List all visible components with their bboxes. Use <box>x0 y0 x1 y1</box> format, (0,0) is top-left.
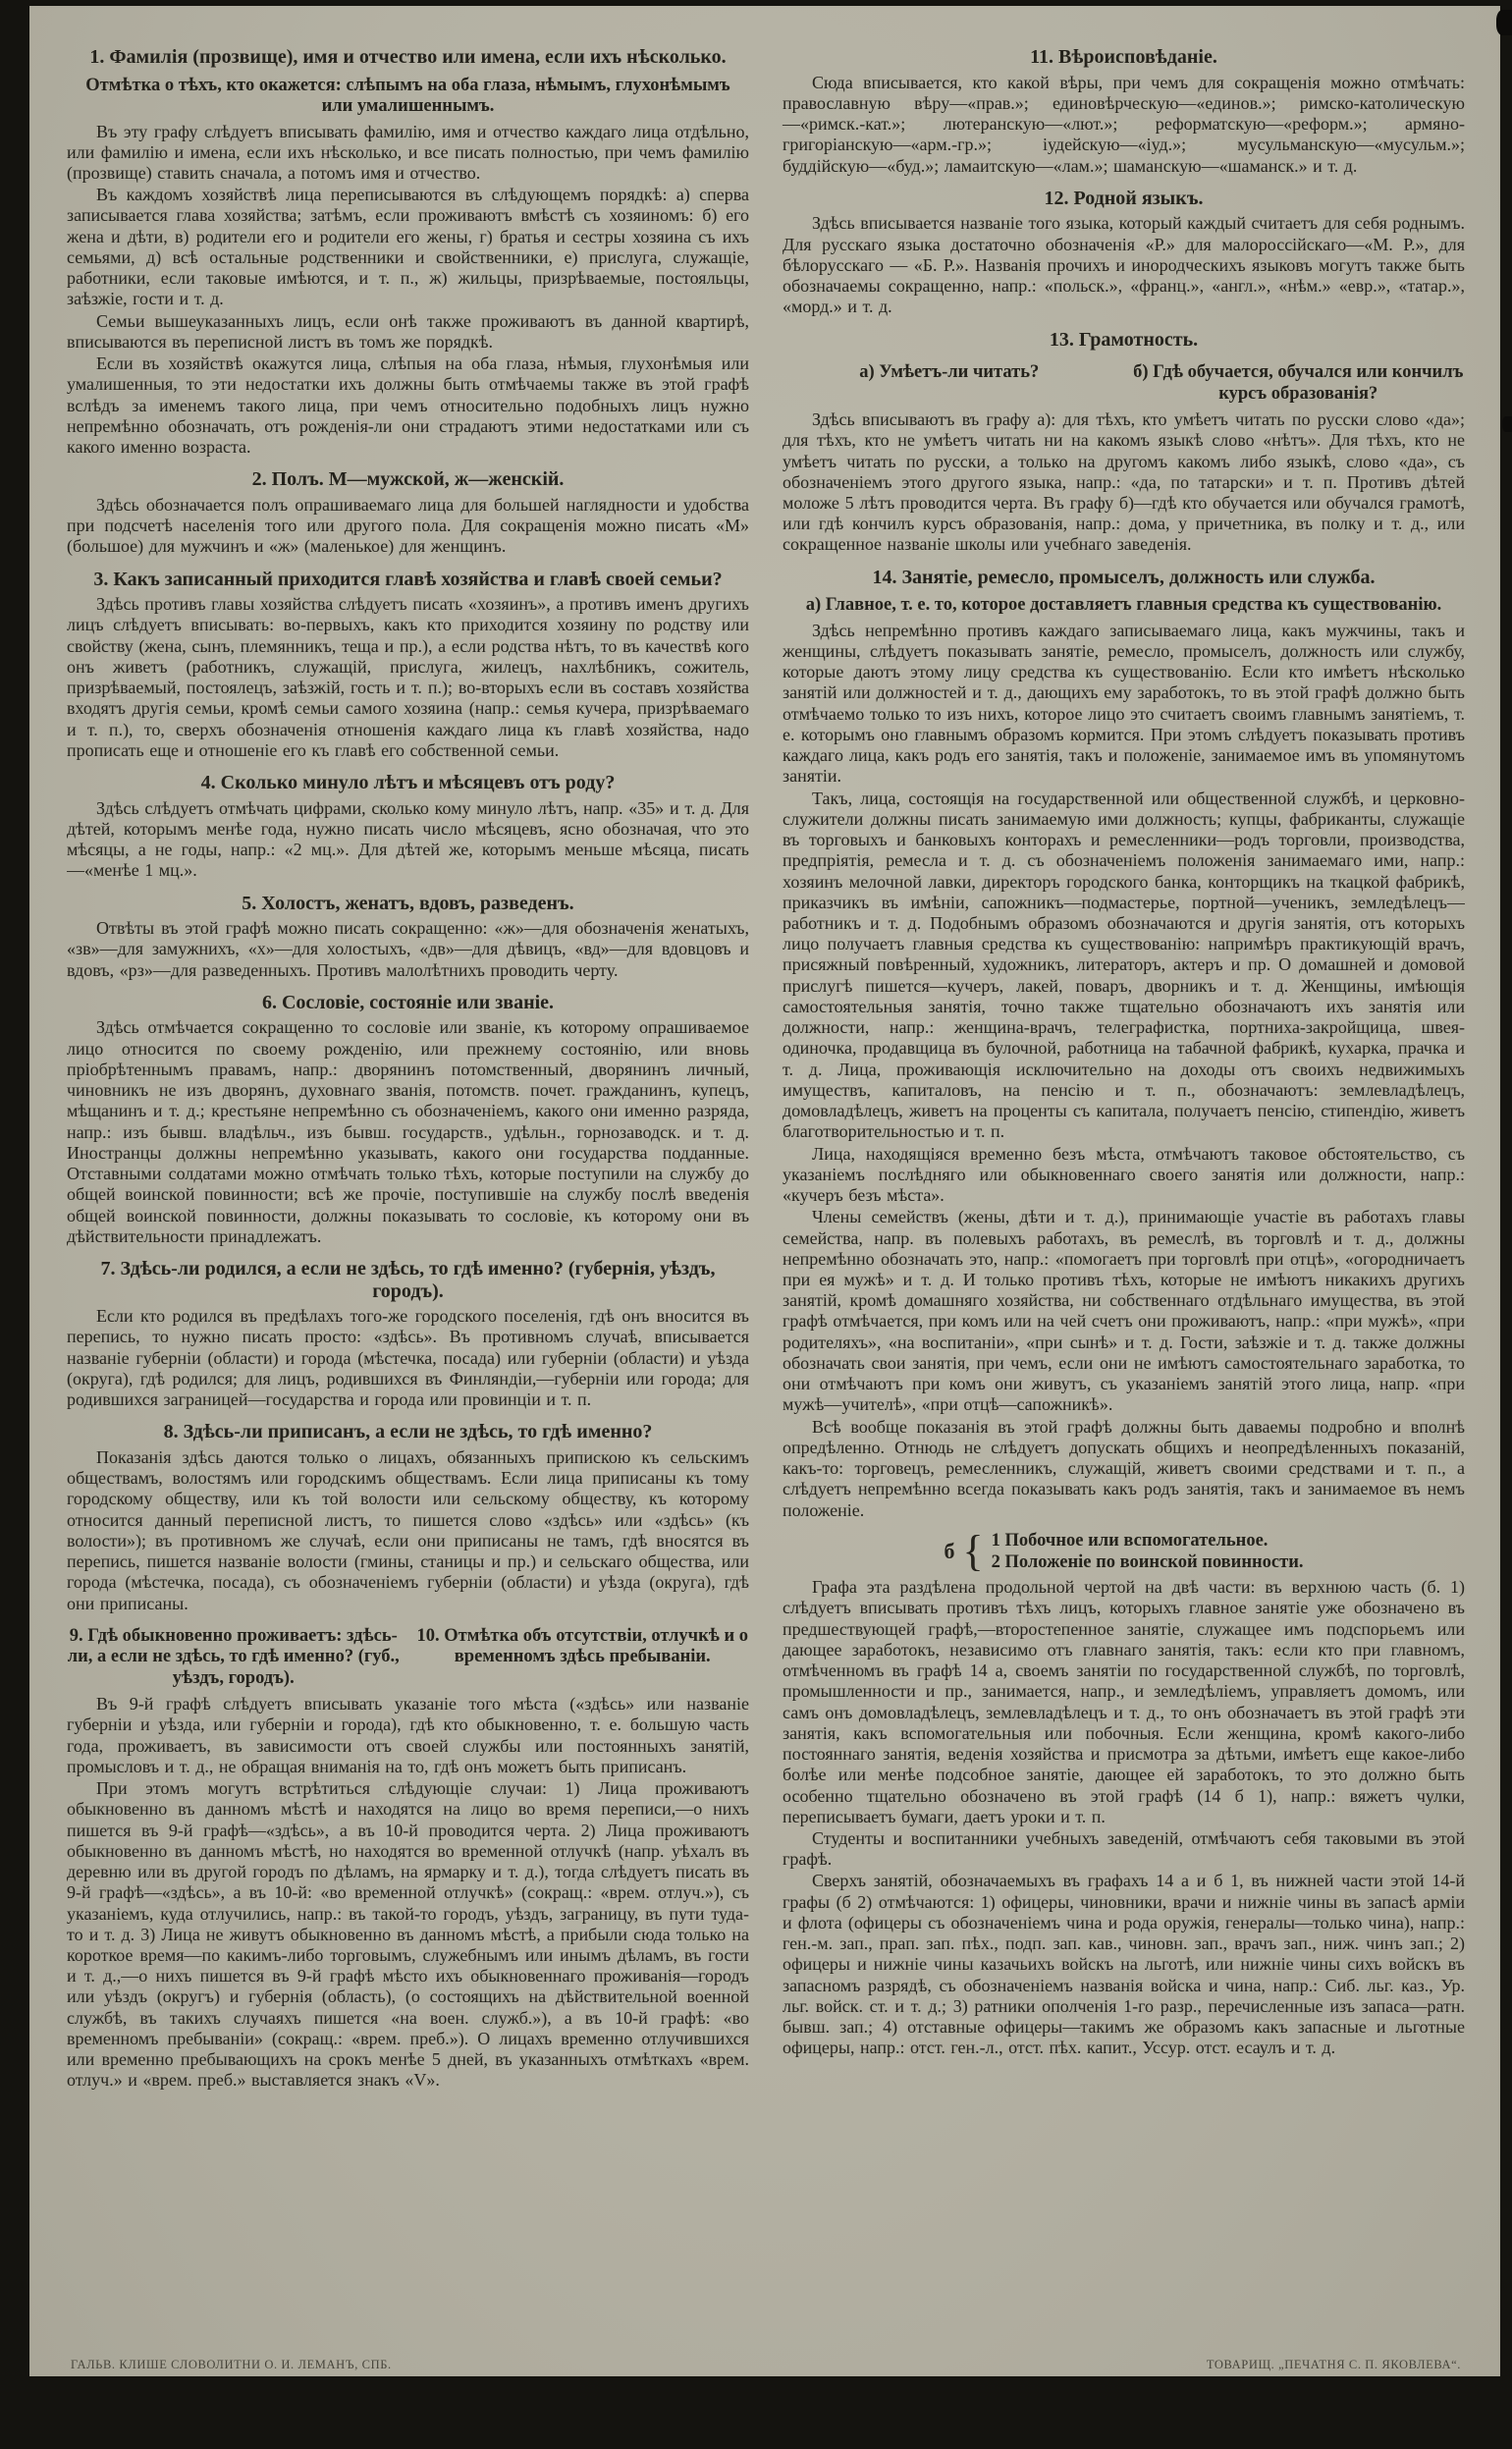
brace-heading <box>783 1527 1465 1576</box>
paragraph: Сверхъ занятій, обозначаемыхъ въ графахъ 14 а и б 1, въ нижней части этой 14-й графы (б 2) отмѣчаются: 1) офицеры, чиновники, врачи и нижніе чины въ запасѣ арміи и флота (офицеры съ обозначеніемъ чина и рода оружія, генералы—только чина), напр.: ген.-м. зап., прап. зап. пѣх., подп. зап. кав., чиновн. зап., врачъ зап., ниж. чинъ зап.; 2) офицеры и нижніе чины казачьихъ войскъ на льготѣ, или нижніе чины сихъ войскъ въ запасномъ разрядѣ, съ обозначеніемъ названія войска и чина, напр.: Сиб. льг. каз., Ур. льг. войск. ст. и т. д.; 3) ратники ополченія 1-го разр., перечисленные изъ запаса—ратн. бывш. зап.; 4) отставные офицеры—такимъ же образомъ какъ запасные и льготные офицеры, напр.: отст. ген.-л., отст. пѣх. капит., Уссур. отст. есаулъ и т. д. <box>783 1871 1465 2058</box>
brace-lines <box>992 1530 1304 1573</box>
right-column <box>783 35 1465 2284</box>
paragraph: Здѣсь отмѣчается сокращенно то сословіе или званіе, къ которому опрашиваемое лицо относится по своему рожденію, или прежнему состоянію, или вновь пріобрѣтеннымъ правамъ, напр.: дворянинъ потомственный, дворянинъ личный, чиновникъ не изъ дворянъ, духовнаго званія, потомств. почет. гражданинъ, купецъ, мѣщанинъ и т. д.; крестьяне непремѣнно съ обозначеніемъ, какого они именно разряда, напр.: изъ бывш. владѣльч., изъ бывш. государств., удѣльн., горнозаводск. и т. д. Иностранцы должны непремѣнно указывать, какого они государства подданные. Отставными солдатами можно отмѣчать только тѣхъ, которые поступили на службу до общей воинской повинности; всѣ же прочіе, поступившіе на службу послѣ введенія общей воинской повинности, должны показывать то сословіе, къ которому они въ дѣйствительности принадлежатъ. <box>67 1017 749 1246</box>
section-heading: 3. Какъ записанный приходится главѣ хозяйства и главѣ своей семьи? <box>93 568 723 590</box>
section-heading: 12. Родной языкъ. <box>1044 187 1204 209</box>
imprint-footer <box>71 2358 1461 2372</box>
brace-line: 1 Побочное или вспомогательное. <box>991 1530 1269 1551</box>
paragraph: Здѣсь непремѣнно противъ каждаго записываемаго лица, какъ мужчины, такъ и женщины, слѣдуетъ показывать занятіе, ремесло, промыселъ, должность или службу, которые даютъ этому лицу средства къ существованію. Если кто имѣетъ нѣсколько занятій или должностей и т. д., дающихъ ему заработокъ, то въ этой графѣ должно быть отмѣчаемо только то изъ нихъ, которое лицо это считаетъ своимъ главнымъ занятіемъ, т. е. которымъ оно главнымъ образомъ кормится. При этомъ слѣдуетъ показывать противъ каждаго лица, какъ родъ его занятія, такъ и положеніе, занимаемое имъ въ упомянутомъ занятіи. <box>783 620 1465 787</box>
paragraph: Сюда вписывается, кто какой вѣры, при чемъ для сокращенія можно отмѣчать: православную вѣру—«прав.»; единовѣрческую—«единов.»; римско-католическую—«римск.-кат.»; лютеранскую—«лют.»; реформатскую—«реформ.»; армяно-григоріанскую—«арм.-гр.»; іудейскую—«іуд.»; мусульманскую—«мусульм.»; буддійскую—«буд.»; ламаитскую—«лам.»; шаманскую—«шаманск.» и т. д. <box>783 72 1465 176</box>
paragraph: Если кто родился въ предѣлахъ того-же городского поселенія, гдѣ онъ вносится въ перепись, то нужно писать просто: «здѣсь». Въ противномъ случаѣ, вписывается названіе губерніи (области) и города (мѣстечка, посада) или губерніи (области) и уѣзда (округа), гдѣ родился; для лицъ, родившихся въ Финляндіи,—губерніи или города; для родившихся заграницей—государства и города или провинціи и т. п. <box>67 1306 749 1410</box>
left-column <box>67 35 749 2284</box>
paragraph: Здѣсь слѣдуетъ отмѣчать цифрами, сколько кому минуло лѣтъ, напр. «35» и т. д. Для дѣтей, которымъ менѣе года, нужно писать число мѣсяцевъ, ясно обозначая, что это мѣсяцы, а не годы, напр.: «2 мц.». Для дѣтей же, которымъ меньше мѣсяца, писать—«менѣе 1 мц.». <box>67 797 749 881</box>
paragraph: Здѣсь вписываютъ въ графу а): для тѣхъ, кто умѣетъ читать по русски слово «да»; для тѣхъ, кто не умѣетъ читать ни на какомъ языкѣ слово «нѣтъ». Для тѣхъ, кто не умѣетъ читать по русски, а только на другомъ какомъ либо языкѣ, слово «да», съ обозначеніемъ этого другого языка, напр.: «да, по татарски» и т. п. Противъ дѣтей моложе 5 лѣтъ проводится черта. Въ графу б)—гдѣ кто обучается или обучался грамотѣ, или гдѣ кончилъ курсъ образованія, напр.: дома, у причетника, въ полку и т. д., или сокращенное названіе школы или учебнаго заведенія. <box>783 409 1465 555</box>
brace-label: б <box>944 1538 955 1563</box>
section-heading: 7. Здѣсь-ли родился, а если не здѣсь, то гдѣ именно? (губернія, уѣздъ, городъ). <box>100 1258 716 1302</box>
paragraph: Здѣсь противъ главы хозяйства слѣдуетъ писать «хозяинъ», а противъ именъ другихъ лицъ слѣдуетъ вписывать: во-первыхъ, какъ кто приходится хозяину по родству или свойству (жена, сынъ, племянникъ, теща и пр.), а если родства нѣтъ, то въ качествѣ кого онъ живетъ (работникъ, служащій, прислуга, жилецъ, нахлѣбникъ, сожитель, призрѣваемый, постоялецъ, заѣзжій, гость и т. п.); во-вторыхъ если въ составъ хозяйства входятъ другія семьи, кромѣ семьи самого хозяина (напр.: семья кучера, призрѣваемаго и т. п.), то, сверхъ обозначенія отношенія каждаго лица къ главѣ хозяйства, надо прописать еще и отношеніе его къ главѣ его собственной семьи. <box>67 594 749 760</box>
heading-pair <box>67 1626 749 1689</box>
section-heading: 2. Полъ. М—мужской, ж—женскій. <box>251 468 565 491</box>
paragraph: Отвѣты въ этой графѣ можно писать сокращенно: «ж»—для обозначенія женатыхъ, «зв»—для замужнихъ, «х»—для холостыхъ, «дв»—для дѣвицъ, «вд»—для вдовцовъ и вдовъ, «рз»—для разведенныхъ. Противъ малолѣтнихъ проводить черту. <box>67 918 749 980</box>
paper-sheet <box>29 6 1500 2376</box>
section-heading: 10. Отмѣтка объ отсутствіи, отлучкѣ и о временномъ здѣсь пребываніи. <box>416 1625 749 1667</box>
paragraph: При этомъ могутъ встрѣтиться слѣдующіе случаи: 1) Лица проживаютъ обыкновенно въ данномъ мѣстѣ и находятся на лицо во время переписи,—о нихъ пишется въ 9-й графѣ—«здѣсь», а въ 10-й проводится черта. 2) Лица проживаютъ обыкновенно въ данномъ мѣстѣ, но находятся во временной отлучкѣ (напр. уѣхалъ въ деревню или въ другой городъ по дѣламъ, на ярмарку и т. д.), тогда слѣдуетъ писать въ 9-й графѣ—«здѣсь», а въ 10-й: «во временной отлучкѣ» (сокращ.: «врем. отлуч.»), съ указаніемъ, куда отлучились, напр.: въ такой-то городъ, уѣздъ, заграницу, въ пути туда-то и т. д. 3) Лица не живутъ обыкновенно въ данномъ мѣстѣ, а прибыли сюда только на короткое время—по какимъ-либо торговымъ, служебнымъ или инымъ дѣламъ, въ гости и т. д.,—о нихъ пишется въ 9-й графѣ мѣсто ихъ обыкновеннаго проживанія—городъ или уѣздъ (округъ) и губернія (область), (о состоящихъ на дѣйствительной военной службѣ, въ такихъ случаяхъ пишется «на воен. служб.»), а въ 10-й графѣ: «во временномъ пребываніи» (сокращ.: «врем. преб.»). О лицахъ временно отлучившихся или временно пребывающихъ на срокъ менѣе 5 дней, въ указанныхъ отмѣткахъ «врем. отлуч.» и «врем. преб.» выставляется знакъ «V». <box>67 1778 749 2091</box>
paragraph: Семьи вышеуказанныхъ лицъ, если онѣ также проживаютъ въ данной квартирѣ, вписываются въ переписной листъ въ томъ же порядкѣ. <box>67 310 749 352</box>
paragraph: Лица, находящіяся временно безъ мѣста, отмѣчаютъ таковое обстоятельство, съ указаніемъ послѣдняго или обыкновеннаго своего занятія или должности, напр.: «кучеръ безъ мѣста». <box>783 1143 1465 1206</box>
paragraph: Графа эта раздѣлена продольной чертой на двѣ части: въ верхнюю часть (б. 1) слѣдуетъ вписывать противъ тѣхъ лицъ, которыхъ главное занятіе уже обозначено въ предшествующей графѣ,—второстепенное занятіе, служащее имъ подспорьемъ или дающее заработокъ, независимо отъ главнаго занятія, такъ: если кто при главномъ, отмѣченномъ въ графѣ 14 а, своемъ занятіи по государственной службѣ, по торговлѣ, промышленности и пр., занимается, напр., и земледѣліемъ, управляетъ домомъ, или самъ онъ домовладѣлецъ, землевладѣлецъ и т. д., то онъ обозначаетъ въ этой графѣ эти занятія, какъ вспомогательныя или побочныя. Если женщина, кромѣ какого-либо постояннаго занятія, веденія хозяйства и присмотра за дѣтьми, имѣетъ еще какое-либо болѣе или менѣе подсобное занятіе, дающее ей заработокъ, то это должно быть особенно тщательно обозначено въ этой графѣ (14 б 1), напр.: вяжетъ чулки, переписываетъ бумаги, даетъ уроки и т. п. <box>783 1577 1465 1826</box>
paragraph: Въ каждомъ хозяйствѣ лица переписываются въ слѣдующемъ порядкѣ: а) сперва записывается глава хозяйства; затѣмъ, если проживаютъ вмѣстѣ съ хозяиномъ: б) его жена и дѣти, в) родители его и родители его жены, г) братья и сестры хозяина съ ихъ семьями, д) всѣ остальные родственники и свойственники, е) прислуга, служащіе, работники, если таковые имѣются, и т. п., ж) жильцы, призрѣваемые, постояльцы, заѣзжіе, гости и т. д. <box>67 185 749 309</box>
paragraph: Здѣсь вписывается названіе того языка, который каждый считаетъ для себя роднымъ. Для русскаго языка достаточно обозначенія «Р.» для малороссійскаго—«М. Р.», для бѣлорусскаго — «Б. Р.». Названія прочихъ и инородческихъ языковъ могутъ также быть обозначаемы сокращенно, напр.: «польск.», «франц.», «англ.», «нѣм.» «евр.», «татар.», «морд.» и т. д. <box>783 213 1465 317</box>
paragraph: Здѣсь обозначается полъ опрашиваемаго лица для большей наглядности и удобства при подсчетѣ населенія того или другого пола. Для сокращенія можно писать «М» (большое) для мужчинъ и «ж» (маленькое) для женщинъ. <box>67 494 749 557</box>
imprint-left: ГАЛЬВ. КЛИШЕ СЛОВОЛИТНИ О. И. ЛЕМАНЪ, СПБ. <box>71 2358 392 2371</box>
brace-icon: { <box>962 1527 984 1576</box>
paragraph: Въ эту графу слѣдуетъ вписывать фамилію, имя и отчество каждаго лица отдѣльно, или фамилію и имена, если ихъ нѣсколько, и все писать полностью, при чемъ фамилію (прозвище) ставить сначала, а потомъ имя и отчество. <box>67 121 749 183</box>
section-heading: 13. Грамотность. <box>1049 328 1199 351</box>
paragraph: Члены семействъ (жены, дѣти и т. д.), принимающіе участіе въ работахъ главы семейства, напр. въ полевыхъ работахъ, въ ремеслѣ, въ торговлѣ и т. д., должны непремѣнно обозначать это, напр.: «помогаетъ при торговлѣ при отцѣ», «огородничаетъ при ея мужѣ» и т. д. И только противъ тѣхъ, которые не имѣютъ никакихъ другихъ занятій, кромѣ домашняго хозяйства, ни собственнаго отдѣльнаго имущества, въ этой графѣ отмѣчается, при комъ или на чей счетъ они проживаютъ, напр.: «при мужѣ», «при родителяхъ», «на воспитаніи», «при сынѣ» и т. д. Гости, заѣзжіе и т. д. также должны обозначать свои занятія, при чемъ, если они не имѣютъ самостоятельнаго заработка, то они отмѣчаютъ при комъ они живутъ, съ указаніемъ занятій этого лица, напр. «при мужѣ—учителѣ», «при отцѣ—сапожникѣ». <box>783 1207 1465 1415</box>
section-heading: б) Гдѣ обучается, обучался или кончилъ курсъ образованія? <box>1133 362 1464 404</box>
paragraph: Студенты и воспитанники учебныхъ заведеній, отмѣчаютъ себя таковыми въ этой графѣ. <box>783 1827 1465 1870</box>
paragraph: Если въ хозяйствѣ окажутся лица, слѣпыя на оба глаза, нѣмыя, глухонѣмыя или умалишенныя, то эти недостатки ихъ должны быть отмѣчаемы также въ этой графѣ вслѣдъ за именемъ такого лица, при чемъ относительно подобныхъ лицъ нужно непремѣнно обозначать, отъ рожденія-ли они страдаютъ этими недостатками или съ какого именно возраста. <box>67 354 749 458</box>
section-heading: 1. Фамилія (прозвище), имя и отчество или имена, если ихъ нѣсколько. <box>89 46 727 68</box>
imprint-right: ТОВАРИЩ. „ПЕЧАТНЯ С. П. ЯКОВЛЕВА“. <box>1206 2358 1461 2371</box>
paragraph: Въ 9-й графѣ слѣдуетъ вписывать указаніе того мѣста («здѣсь» или названіе губерніи и уѣзда, или губерніи и города), гдѣ кто обыкновенно, т. е. большую часть года, проживаетъ, въ зависимости отъ своей службы или постоянныхъ занятій, промысловъ и т. д., не обращая вниманія на то, гдѣ онъ можетъ быть приписанъ. <box>67 1694 749 1776</box>
sub-heading: а) Главное, т. е. то, которое доставляетъ главныя средства къ существованію. <box>805 595 1442 616</box>
sub-heading: Отмѣтка о тѣхъ, кто окажется: слѣпымъ на оба глаза, нѣмымъ, глухонѣмымъ или умалишеннымъ. <box>85 75 730 117</box>
paragraph: Такъ, лица, состоящія на государственной или общественной службѣ, и церковно-служители должны писать занимаемую ими должность; купцы, фабриканты, служащіе въ торговыхъ и банковыхъ конторахъ и ремесленники—родъ торговли, производства, предпріятія, ремесла и т. д. съ обозначеніемъ положенія занимаемаго ими, напр.: хозяинъ мелочной лавки, директоръ городского банка, конторщикъ на ткацкой фабрикѣ, приказчикъ въ имѣніи, сапожникъ—подмастерье, портной—ученикъ, земледѣлецъ—работникъ и т. д. Подобнымъ образомъ обозначаются и другія занятія, отъ которыхъ лицо получаетъ главныя средства къ существованію: напримѣръ практикующій врачъ, присяжный повѣренный, художникъ, литераторъ, актеръ и пр. О домашней и домовой прислугѣ пишется—кучеръ, лакей, поваръ, дворникъ и т. д. Женщины, имѣющія самостоятельныя занятія, точно также тщательно обозначаютъ ихъ занятія или должности, напр.: женщина-врачъ, телеграфистка, портниха-закройщица, швея-одиночка, продавщица въ булочной, работница на табачной фабрикѣ, кухарка, прачка и т. д. Лица, проживающія исключительно на доходы отъ своихъ недвижимыхъ имуществъ, капиталовъ, на пенсію и т. п., обозначаютъ: землевладѣлецъ, домовладѣлецъ, живетъ на проценты съ капитала, получаетъ пенсію, стипендію, живетъ благотворительностью и т. п. <box>783 788 1465 1142</box>
section-heading: 5. Холостъ, женатъ, вдовъ, разведенъ. <box>242 892 574 914</box>
section-heading: 8. Здѣсь-ли приписанъ, а если не здѣсь, то гдѣ именно? <box>163 1421 653 1443</box>
section-heading: 14. Занятіе, ремесло, промыселъ, должность или служба. <box>872 566 1376 588</box>
brace-line: 2 Положеніе по воинской повинности. <box>991 1551 1304 1572</box>
paragraph: Всѣ вообще показанія въ этой графѣ должны быть даваемы подробно и вполнѣ опредѣленно. Отнюдь не слѣдуетъ допускать общихъ и неопредѣленныхъ показаній, какъ-то: торговецъ, ремесленникъ, служащій, живетъ своими средствами и т. п., а слѣдуетъ непремѣнно всегда показывать какъ родъ занятія, такъ и занимаемое въ немъ положеніе. <box>783 1416 1465 1520</box>
paragraph: Показанія здѣсь даются только о лицахъ, обязанныхъ припискою къ сельскимъ обществамъ, волостямъ или городскимъ обществамъ. Если лица приписаны къ тому городскому обществу, или къ той волости или сельскому обществу, къ которому относится данный переписной листъ, то пишется слово «здѣсь» или «здѣсь» (къ волости»); въ противномъ же случаѣ, если они приписаны не тамъ, гдѣ вносятся въ перепись, пишется названіе волости (гмины, станицы и пр.) и сельскаго общества, или города (мѣстечка, посада), съ обозначеніемъ губерніи (области) и уѣзда (округа), гдѣ они приписаны. <box>67 1446 749 1613</box>
section-heading: 4. Сколько минуло лѣтъ и мѣсяцевъ отъ роду? <box>200 772 616 794</box>
section-heading: 11. Вѣроисповѣданіе. <box>1030 46 1217 68</box>
section-heading: 9. Гдѣ обыкновенно проживаетъ: здѣсь-ли, а если не здѣсь, то гдѣ именно? (губ., уѣздъ, городъ). <box>67 1625 400 1688</box>
section-heading: а) Умѣетъ-ли читать? <box>859 362 1040 383</box>
text-columns <box>67 35 1465 2284</box>
section-heading: 6. Сословіе, состояніе или званіе. <box>261 991 555 1013</box>
scan-artifact <box>1502 416 1512 432</box>
scan-artifact <box>1496 10 1512 35</box>
heading-pair <box>783 362 1465 405</box>
